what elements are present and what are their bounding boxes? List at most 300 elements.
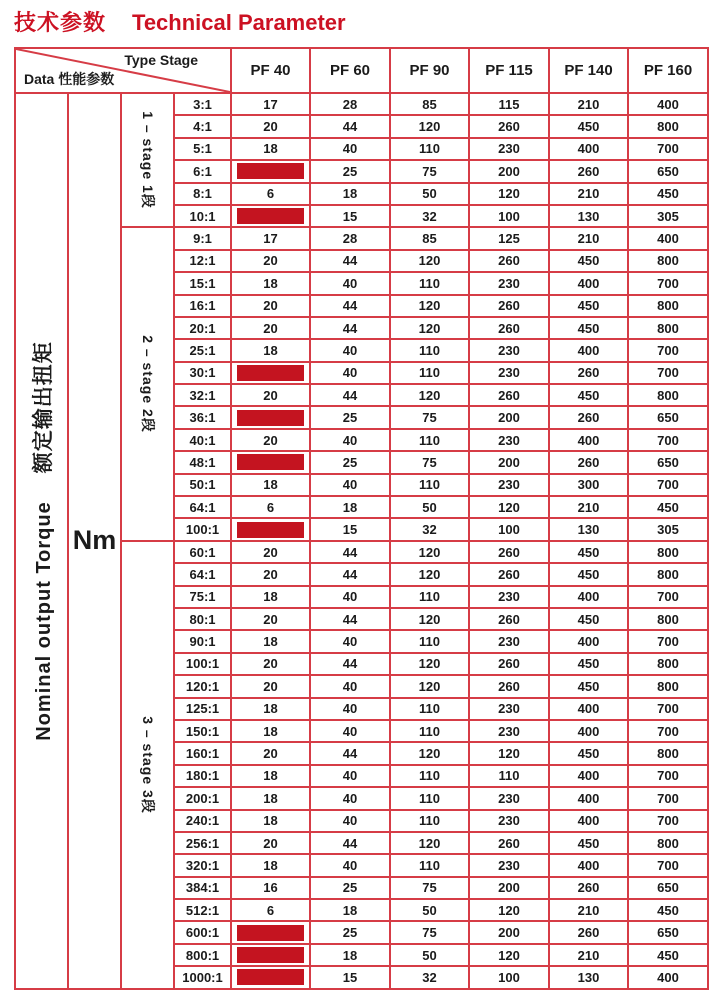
torque-value-cell: 260: [469, 115, 549, 137]
column-header-pf-40: PF 40: [231, 48, 310, 93]
torque-value-cell: 44: [310, 742, 390, 764]
torque-value-cell: 200: [469, 160, 549, 182]
torque-value-cell: 50: [390, 944, 469, 966]
torque-value-cell: 700: [628, 272, 708, 294]
torque-value-cell: 18: [231, 339, 310, 361]
torque-value-cell: 450: [549, 541, 628, 563]
ratio-cell: 125:1: [174, 698, 231, 720]
torque-value-cell: 20: [231, 384, 310, 406]
torque-value-cell: 110: [390, 586, 469, 608]
torque-value-cell: 20: [231, 563, 310, 585]
torque-cell-blank: [231, 406, 310, 428]
torque-value-cell: 44: [310, 541, 390, 563]
torque-value-cell: 450: [628, 496, 708, 518]
torque-value-cell: 40: [310, 854, 390, 876]
torque-value-cell: 18: [310, 183, 390, 205]
torque-value-cell: 400: [549, 339, 628, 361]
torque-value-cell: 20: [231, 115, 310, 137]
torque-value-cell: 120: [390, 742, 469, 764]
ratio-cell: 48:1: [174, 451, 231, 473]
torque-value-cell: 260: [469, 608, 549, 630]
column-header-pf-115: PF 115: [469, 48, 549, 93]
torque-label-zh: 额定输出扭矩: [31, 341, 55, 474]
torque-value-cell: 18: [231, 765, 310, 787]
torque-value-cell: 800: [628, 832, 708, 854]
torque-value-cell: 700: [628, 810, 708, 832]
torque-value-cell: 300: [549, 474, 628, 496]
torque-value-cell: 20: [231, 541, 310, 563]
torque-value-cell: 100: [469, 966, 549, 988]
torque-value-cell: 230: [469, 474, 549, 496]
torque-value-cell: 44: [310, 115, 390, 137]
torque-value-cell: 260: [469, 250, 549, 272]
torque-value-cell: 20: [231, 429, 310, 451]
torque-value-cell: 110: [390, 854, 469, 876]
torque-value-cell: 260: [469, 295, 549, 317]
torque-value-cell: 130: [549, 966, 628, 988]
torque-value-cell: 260: [469, 317, 549, 339]
torque-value-cell: 210: [549, 227, 628, 249]
torque-value-cell: 40: [310, 675, 390, 697]
torque-value-cell: 25: [310, 451, 390, 473]
torque-value-cell: 120: [469, 183, 549, 205]
torque-value-cell: 40: [310, 586, 390, 608]
torque-value-cell: 400: [549, 698, 628, 720]
torque-value-cell: 110: [390, 272, 469, 294]
page-title: [14, 6, 346, 37]
ratio-cell: 25:1: [174, 339, 231, 361]
torque-value-cell: 44: [310, 250, 390, 272]
torque-value-cell: 115: [469, 93, 549, 115]
torque-cell-blank: [231, 966, 310, 988]
torque-value-cell: 110: [390, 339, 469, 361]
torque-value-cell: 120: [390, 675, 469, 697]
torque-value-cell: 40: [310, 630, 390, 652]
torque-value-cell: 400: [628, 966, 708, 988]
torque-value-cell: 18: [310, 944, 390, 966]
torque-value-cell: 120: [390, 384, 469, 406]
torque-value-cell: 75: [390, 451, 469, 473]
torque-value-cell: 110: [390, 698, 469, 720]
torque-value-cell: 120: [390, 563, 469, 585]
ratio-cell: 40:1: [174, 429, 231, 451]
torque-value-cell: 700: [628, 339, 708, 361]
red-fill-block: [237, 208, 304, 224]
red-fill-block: [237, 163, 304, 179]
torque-value-cell: 6: [231, 183, 310, 205]
torque-value-cell: 15: [310, 966, 390, 988]
torque-value-cell: 800: [628, 608, 708, 630]
torque-value-cell: 450: [549, 608, 628, 630]
torque-value-cell: 110: [390, 138, 469, 160]
torque-value-cell: 260: [469, 384, 549, 406]
torque-value-cell: 120: [390, 832, 469, 854]
torque-value-cell: 120: [390, 115, 469, 137]
torque-value-cell: 450: [628, 899, 708, 921]
red-fill-block: [237, 522, 304, 538]
torque-value-cell: 6: [231, 899, 310, 921]
ratio-cell: 4:1: [174, 115, 231, 137]
red-fill-block: [237, 454, 304, 470]
torque-value-cell: 800: [628, 115, 708, 137]
torque-value-cell: 18: [231, 810, 310, 832]
torque-value-cell: 800: [628, 742, 708, 764]
header-data-label: Data 性能参数: [24, 71, 115, 87]
torque-value-cell: 75: [390, 877, 469, 899]
torque-value-cell: 32: [390, 205, 469, 227]
torque-value-cell: 25: [310, 877, 390, 899]
torque-value-cell: 40: [310, 787, 390, 809]
torque-value-cell: 450: [549, 653, 628, 675]
torque-value-cell: 40: [310, 429, 390, 451]
torque-value-cell: 17: [231, 93, 310, 115]
red-fill-block: [237, 925, 304, 941]
torque-value-cell: 32: [390, 966, 469, 988]
torque-value-cell: 120: [469, 899, 549, 921]
torque-value-cell: 450: [549, 832, 628, 854]
torque-value-cell: 400: [549, 138, 628, 160]
torque-value-cell: 230: [469, 138, 549, 160]
torque-value-cell: 260: [469, 541, 549, 563]
ratio-cell: 320:1: [174, 854, 231, 876]
diagonal-header-cell: [15, 48, 231, 93]
torque-value-cell: 450: [628, 183, 708, 205]
column-header-pf-160: PF 160: [628, 48, 708, 93]
ratio-cell: 100:1: [174, 653, 231, 675]
torque-value-cell: 120: [390, 250, 469, 272]
torque-value-cell: 85: [390, 227, 469, 249]
torque-cell-blank: [231, 451, 310, 473]
torque-value-cell: 44: [310, 653, 390, 675]
torque-value-cell: 28: [310, 93, 390, 115]
torque-value-cell: 450: [549, 675, 628, 697]
torque-value-cell: 210: [549, 944, 628, 966]
torque-value-cell: 44: [310, 295, 390, 317]
torque-value-cell: 200: [469, 451, 549, 473]
page-title-en: Technical Parameter: [132, 10, 346, 35]
torque-value-cell: 120: [390, 653, 469, 675]
torque-value-cell: 44: [310, 384, 390, 406]
torque-value-cell: 120: [390, 317, 469, 339]
torque-value-cell: 400: [628, 93, 708, 115]
torque-value-cell: 100: [469, 205, 549, 227]
torque-value-cell: 400: [549, 854, 628, 876]
torque-value-cell: 40: [310, 810, 390, 832]
ratio-cell: 90:1: [174, 630, 231, 652]
torque-value-cell: 75: [390, 921, 469, 943]
torque-value-cell: 650: [628, 921, 708, 943]
torque-value-cell: 700: [628, 698, 708, 720]
torque-value-cell: 44: [310, 832, 390, 854]
torque-value-cell: 700: [628, 586, 708, 608]
torque-value-cell: 100: [469, 518, 549, 540]
torque-value-cell: 800: [628, 653, 708, 675]
torque-value-cell: 18: [231, 698, 310, 720]
torque-value-cell: 400: [549, 586, 628, 608]
torque-value-cell: 260: [549, 160, 628, 182]
ratio-cell: 64:1: [174, 496, 231, 518]
torque-value-cell: 210: [549, 496, 628, 518]
ratio-cell: 800:1: [174, 944, 231, 966]
torque-value-cell: 85: [390, 93, 469, 115]
torque-value-cell: 260: [549, 362, 628, 384]
torque-value-cell: 120: [469, 496, 549, 518]
ratio-cell: 60:1: [174, 541, 231, 563]
column-header-pf-60: PF 60: [310, 48, 390, 93]
ratio-cell: 12:1: [174, 250, 231, 272]
torque-value-cell: 260: [469, 832, 549, 854]
ratio-cell: 80:1: [174, 608, 231, 630]
torque-value-cell: 20: [231, 250, 310, 272]
ratio-cell: 256:1: [174, 832, 231, 854]
torque-value-cell: 125: [469, 227, 549, 249]
ratio-cell: 1000:1: [174, 966, 231, 988]
torque-value-cell: 450: [549, 742, 628, 764]
torque-cell-blank: [231, 205, 310, 227]
torque-value-cell: 120: [390, 608, 469, 630]
ratio-cell: 600:1: [174, 921, 231, 943]
torque-cell-blank: [231, 160, 310, 182]
stage-label-1: 1 – stage 1段: [139, 111, 156, 209]
torque-value-cell: 16: [231, 877, 310, 899]
ratio-cell: 120:1: [174, 675, 231, 697]
stage-group-cell-2: [121, 227, 174, 540]
torque-value-cell: 15: [310, 518, 390, 540]
stage-group-cell-1: [121, 93, 174, 227]
torque-value-cell: 260: [469, 563, 549, 585]
torque-value-cell: 40: [310, 765, 390, 787]
torque-value-cell: 120: [469, 944, 549, 966]
ratio-cell: 384:1: [174, 877, 231, 899]
torque-value-cell: 700: [628, 630, 708, 652]
torque-value-cell: 400: [549, 810, 628, 832]
torque-value-cell: 25: [310, 921, 390, 943]
torque-value-cell: 20: [231, 653, 310, 675]
torque-value-cell: 25: [310, 406, 390, 428]
torque-value-cell: 110: [390, 720, 469, 742]
ratio-cell: 150:1: [174, 720, 231, 742]
torque-value-cell: 50: [390, 899, 469, 921]
torque-value-cell: 20: [231, 742, 310, 764]
torque-value-cell: 44: [310, 317, 390, 339]
torque-value-cell: 110: [390, 474, 469, 496]
torque-value-cell: 130: [549, 518, 628, 540]
torque-value-cell: 6: [231, 496, 310, 518]
torque-value-cell: 700: [628, 765, 708, 787]
torque-value-cell: 28: [310, 227, 390, 249]
nominal-output-torque-label: [27, 341, 57, 741]
torque-value-cell: 110: [469, 765, 549, 787]
torque-value-cell: 40: [310, 339, 390, 361]
torque-value-cell: 450: [628, 944, 708, 966]
torque-value-cell: 260: [549, 451, 628, 473]
torque-value-cell: 210: [549, 899, 628, 921]
ratio-cell: 160:1: [174, 742, 231, 764]
torque-value-cell: 260: [549, 921, 628, 943]
ratio-cell: 20:1: [174, 317, 231, 339]
torque-value-cell: 40: [310, 720, 390, 742]
torque-value-cell: 450: [549, 317, 628, 339]
ratio-cell: 3:1: [174, 93, 231, 115]
ratio-cell: 64:1: [174, 563, 231, 585]
torque-value-cell: 700: [628, 854, 708, 876]
torque-value-cell: 110: [390, 362, 469, 384]
torque-cell-blank: [231, 921, 310, 943]
torque-value-cell: 800: [628, 541, 708, 563]
torque-value-cell: 230: [469, 272, 549, 294]
red-fill-block: [237, 410, 304, 426]
torque-value-cell: 400: [549, 272, 628, 294]
ratio-cell: 200:1: [174, 787, 231, 809]
torque-value-cell: 450: [549, 384, 628, 406]
torque-value-cell: 230: [469, 429, 549, 451]
torque-value-cell: 18: [231, 586, 310, 608]
torque-value-cell: 130: [549, 205, 628, 227]
torque-value-cell: 650: [628, 451, 708, 473]
torque-value-cell: 75: [390, 406, 469, 428]
torque-value-cell: 305: [628, 205, 708, 227]
stage-group-cell-3: [121, 541, 174, 989]
torque-value-cell: 200: [469, 921, 549, 943]
torque-value-cell: 50: [390, 496, 469, 518]
torque-value-cell: 44: [310, 608, 390, 630]
torque-value-cell: 200: [469, 406, 549, 428]
torque-value-cell: 200: [469, 877, 549, 899]
header-type-stage-label: Type Stage: [124, 52, 198, 68]
torque-value-cell: 800: [628, 317, 708, 339]
technical-parameter-table: [14, 47, 709, 990]
torque-value-cell: 305: [628, 518, 708, 540]
torque-value-cell: 400: [549, 787, 628, 809]
torque-value-cell: 18: [231, 787, 310, 809]
stage-label-3: 3 – stage 3段: [139, 715, 156, 814]
torque-value-cell: 650: [628, 877, 708, 899]
red-fill-block: [237, 947, 304, 963]
ratio-cell: 9:1: [174, 227, 231, 249]
torque-value-cell: 40: [310, 698, 390, 720]
torque-value-cell: 650: [628, 160, 708, 182]
torque-value-cell: 230: [469, 339, 549, 361]
torque-value-cell: 700: [628, 138, 708, 160]
torque-value-cell: 110: [390, 787, 469, 809]
ratio-cell: 8:1: [174, 183, 231, 205]
torque-value-cell: 800: [628, 384, 708, 406]
torque-value-cell: 450: [549, 250, 628, 272]
torque-value-cell: 230: [469, 698, 549, 720]
torque-value-cell: 17: [231, 227, 310, 249]
torque-value-cell: 18: [310, 899, 390, 921]
torque-value-cell: 210: [549, 183, 628, 205]
ratio-cell: 180:1: [174, 765, 231, 787]
ratio-cell: 5:1: [174, 138, 231, 160]
torque-cell-blank: [231, 362, 310, 384]
torque-value-cell: 450: [549, 295, 628, 317]
torque-value-cell: 230: [469, 630, 549, 652]
torque-value-cell: 110: [390, 429, 469, 451]
ratio-cell: 75:1: [174, 586, 231, 608]
red-fill-block: [237, 365, 304, 381]
torque-value-cell: 230: [469, 787, 549, 809]
ratio-cell: 36:1: [174, 406, 231, 428]
torque-value-cell: 450: [549, 563, 628, 585]
torque-value-cell: 230: [469, 362, 549, 384]
ratio-cell: 10:1: [174, 205, 231, 227]
torque-value-cell: 20: [231, 295, 310, 317]
torque-value-cell: 400: [549, 765, 628, 787]
torque-value-cell: 230: [469, 854, 549, 876]
torque-value-cell: 800: [628, 250, 708, 272]
torque-value-cell: 260: [469, 675, 549, 697]
ratio-cell: 6:1: [174, 160, 231, 182]
torque-value-cell: 700: [628, 362, 708, 384]
torque-value-cell: 800: [628, 675, 708, 697]
torque-value-cell: 20: [231, 675, 310, 697]
torque-value-cell: 20: [231, 832, 310, 854]
torque-value-cell: 230: [469, 810, 549, 832]
ratio-cell: 240:1: [174, 810, 231, 832]
torque-value-cell: 18: [231, 272, 310, 294]
table-header-row: [15, 48, 708, 93]
column-header-pf-140: PF 140: [549, 48, 628, 93]
torque-value-cell: 700: [628, 429, 708, 451]
torque-value-cell: 400: [549, 630, 628, 652]
ratio-cell: 30:1: [174, 362, 231, 384]
torque-value-cell: 800: [628, 563, 708, 585]
torque-value-cell: 18: [231, 720, 310, 742]
torque-value-cell: 44: [310, 563, 390, 585]
torque-cell-blank: [231, 944, 310, 966]
torque-value-cell: 18: [310, 496, 390, 518]
torque-value-cell: 120: [469, 742, 549, 764]
page-title-zh: 技术参数: [14, 10, 107, 35]
ratio-cell: 50:1: [174, 474, 231, 496]
red-fill-block: [237, 969, 304, 985]
ratio-cell: 15:1: [174, 272, 231, 294]
torque-value-cell: 40: [310, 272, 390, 294]
torque-value-cell: 700: [628, 787, 708, 809]
torque-value-cell: 260: [469, 653, 549, 675]
column-header-pf-90: PF 90: [390, 48, 469, 93]
torque-value-cell: 20: [231, 608, 310, 630]
torque-value-cell: 110: [390, 765, 469, 787]
stage-label-2: 2 – stage 2段: [139, 335, 156, 433]
ratio-cell: 16:1: [174, 295, 231, 317]
torque-value-cell: 700: [628, 474, 708, 496]
torque-value-cell: 650: [628, 406, 708, 428]
torque-value-cell: 25: [310, 160, 390, 182]
torque-value-cell: 40: [310, 474, 390, 496]
torque-cell-blank: [231, 518, 310, 540]
torque-value-cell: 210: [549, 93, 628, 115]
unit-nm-cell: Nm: [68, 93, 121, 989]
torque-value-cell: 260: [549, 406, 628, 428]
torque-value-cell: 260: [549, 877, 628, 899]
torque-value-cell: 75: [390, 160, 469, 182]
torque-value-cell: 700: [628, 720, 708, 742]
torque-value-cell: 18: [231, 630, 310, 652]
torque-value-cell: 400: [549, 720, 628, 742]
ratio-cell: 100:1: [174, 518, 231, 540]
torque-value-cell: 230: [469, 720, 549, 742]
torque-value-cell: 800: [628, 295, 708, 317]
ratio-cell: 512:1: [174, 899, 231, 921]
torque-value-cell: 400: [549, 429, 628, 451]
torque-value-cell: 230: [469, 586, 549, 608]
torque-value-cell: 18: [231, 854, 310, 876]
torque-value-cell: 40: [310, 362, 390, 384]
torque-value-cell: 50: [390, 183, 469, 205]
nominal-output-torque-cell: [15, 93, 68, 989]
